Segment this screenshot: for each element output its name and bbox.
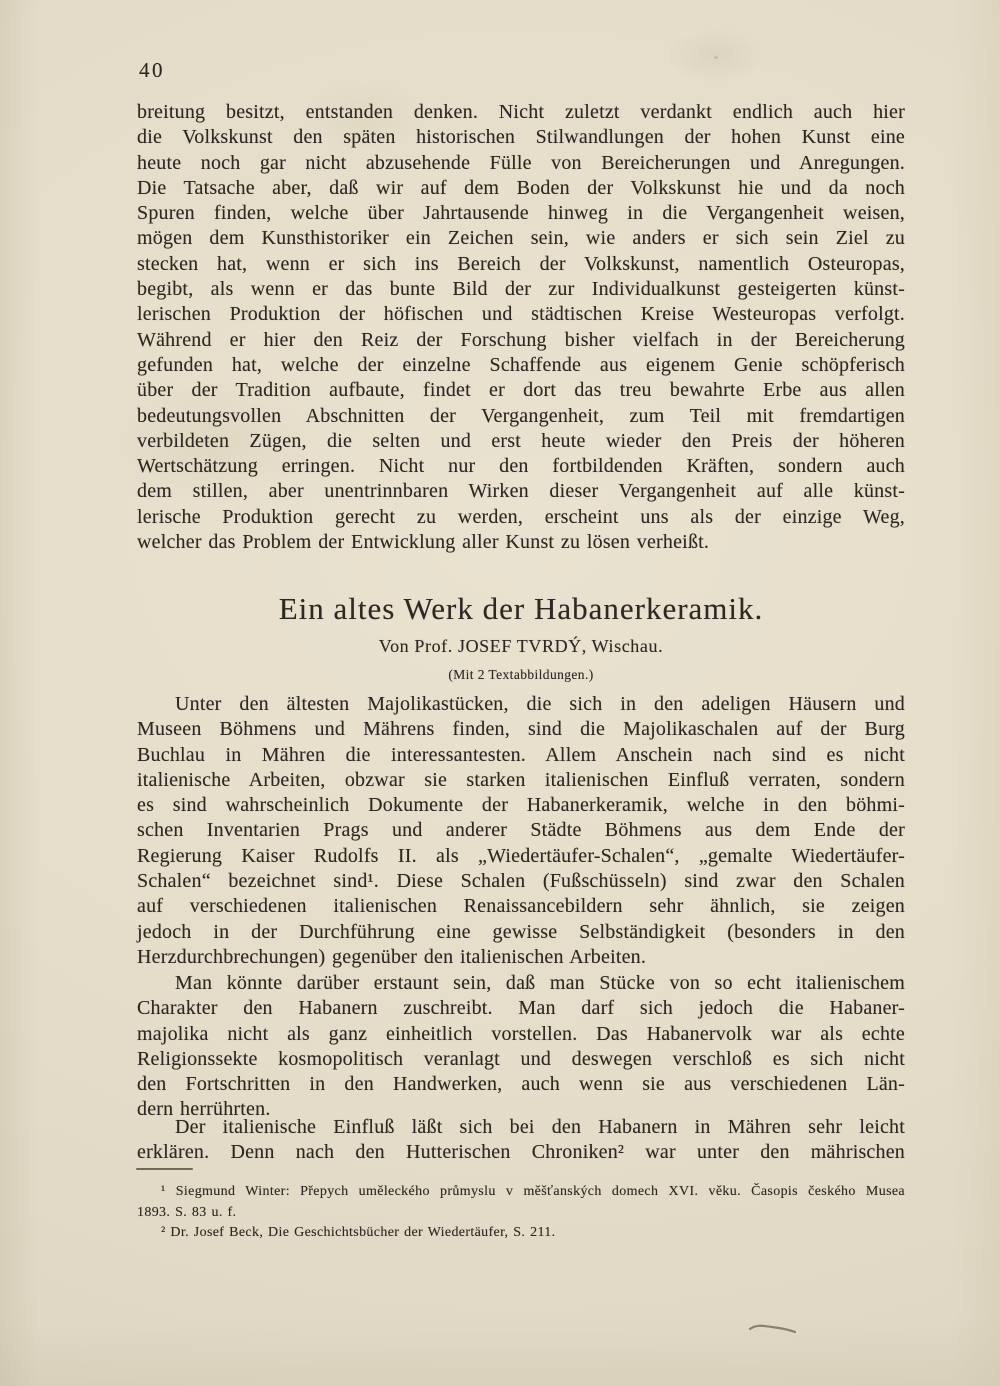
text-line: Spuren finden, welche über Jahrtausende hinweg in die Vergangenheit weisen, [137,202,905,225]
text-line: mögen dem Kunsthistoriker ein Zeichen sein, wie anders er sich sein Ziel zu [137,227,905,250]
text-line: dem stillen, aber unentrinnbaren Wirken dieser Vergangenheit auf alle künst- [137,480,905,503]
text-line: heute noch gar nicht abzusehende Fülle von Bereicherungen und Anregungen. [137,151,905,174]
text-line: Man könnte darüber erstaunt sein, daß man Stücke von so echt italienischem [175,972,905,994]
text-line: Unter den ältesten Majolikastücken, die sich in den adeligen Häusern und [175,693,905,715]
article-byline: Von Prof. JOSEF TVRDÝ, Wischau. [378,636,664,656]
text-line: über der Tradition aufbaute, findet er dort das treu bewahrte Erbe aus allen [137,379,905,402]
text-line: Die Tatsache aber, daß wir auf dem Boden der Volkskunst hie und da noch [137,176,905,199]
text-line: lerischen Produktion der höfischen und städtischen Kreise Westeuropas verfolgt. [137,303,905,326]
text-line: schen Inventarien Prags und anderer Städte Böhmens aus dem Ende der [137,819,905,842]
text-line: Charakter den Habanern zuschreibt. Man darf sich jedoch die Habaner- [137,997,905,1020]
page-number: 40 [139,58,165,82]
footnote-1 [137,1182,905,1223]
text-line: italienische Arbeiten, obzwar sie starken italienischen Einfluß verraten, sondern [137,768,905,791]
text-line: es sind wahrscheinlich Dokumente der Habanerkeramik, welche in den böhmi- [137,794,905,817]
text-line: welcher das Problem der Entwicklung aller Kunst zu lösen verheißt. [137,531,710,554]
pen-mark [748,1319,798,1337]
text-line: ¹ Siegmund Winter: Přepych uměleckého průmyslu v měšťanských domech XVI. věku. Časopis českého Musea [161,1184,905,1199]
text-line: begibt, als wenn er das bunte Bild der zur Individualkunst gesteigerten künst- [137,278,905,301]
text-line: Herzdurchbrechungen) gegenüber den italienischen Arbeiten. [137,945,647,968]
text-line: Religionssekte kosmopolitisch veranlagt und deswegen verschloß es sich nicht [137,1047,905,1070]
text-line: den Fortschritten in den Handwerken, auch wenn sie aus verschiedenen Län- [137,1073,905,1096]
text-line: ² Dr. Josef Beck, Die Geschichtsbücher der Wiedertäufer, S. 211. [161,1225,556,1241]
text-line: jedoch in der Durchführung eine gewisse Selbständigkeit (besonders in den [137,920,905,943]
text-line: Schalen“ bezeichnet sind¹. Diese Schalen (Fußschüsseln) sind zwar den Schalen [137,870,905,893]
text-line: bedeutungsvollen Abschnitten der Vergangenheit, zum Teil mit fremdartigen [137,404,905,427]
paragraph [137,692,905,970]
paragraph [137,1115,905,1166]
article-header [137,592,905,683]
text-line: Buchlau in Mähren die interessantesten. Allem Anschein nach sind es nicht [137,743,905,766]
text-line: majolika nicht als ganz einheitlich vorstellen. Das Habanervolk war als echte [137,1022,905,1045]
footnotes [137,1182,905,1244]
paragraph-continuation [137,100,905,555]
paper-speck [360,116,363,118]
text-line: breitung besitzt, entstanden denken. Nicht zuletzt verdankt endlich auch hier [137,101,905,123]
text-line: Der italienische Einfluß läßt sich bei den Habanern in Mähren sehr leicht [175,1116,905,1138]
text-line: verbildeten Zügen, die selten und erst heute wieder den Preis der höheren [137,429,905,452]
text-line: Regierung Kaiser Rudolfs II. als „Wiedertäufer-Schalen“, „gemalte Wiedertäufer- [137,844,905,867]
text-line: 1893. S. 83 u. f. [137,1204,237,1220]
text-line: erklären. Denn nach den Hutterischen Chroniken² war unter den mährischen [137,1141,905,1164]
paragraph [137,971,905,1123]
footnote-2 [137,1223,905,1244]
text-line: die Volkskunst den späten historischen Stilwandlungen der hohen Kunst eine [137,126,905,149]
article-note: (Mit 2 Textabbildungen.) [448,667,594,682]
text-line: Museen Böhmens und Mährens finden, sind die Majolikaschalen auf der Burg [137,718,905,741]
text-line: lerische Produktion gerecht zu werden, erscheint uns als der einzige Weg, [137,505,905,528]
paper-speck [206,441,210,443]
text-line: dern herrührten. [137,1098,271,1121]
footnote-separator-rule [136,1168,193,1170]
text-line: gefunden hat, welche der einzelne Schaffende aus eigenem Genie schöpferisch [137,353,905,376]
text-line: stecken hat, wenn er sich ins Bereich der Volkskunst, namentlich Osteuropas, [137,252,905,275]
text-line: Während er hier den Reiz der Forschung bisher vielfach in der Bereicherung [137,328,905,351]
text-line: Wertschätzung erringen. Nicht nur den fortbildenden Kräften, sondern auch [137,455,905,478]
paper-speck [714,56,718,59]
article-title: Ein altes Werk der Habanerkeramik. [278,591,764,626]
text-line: auf verschiedenen italienischen Renaissancebildern sehr ähnlich, sie zeigen [137,895,905,918]
